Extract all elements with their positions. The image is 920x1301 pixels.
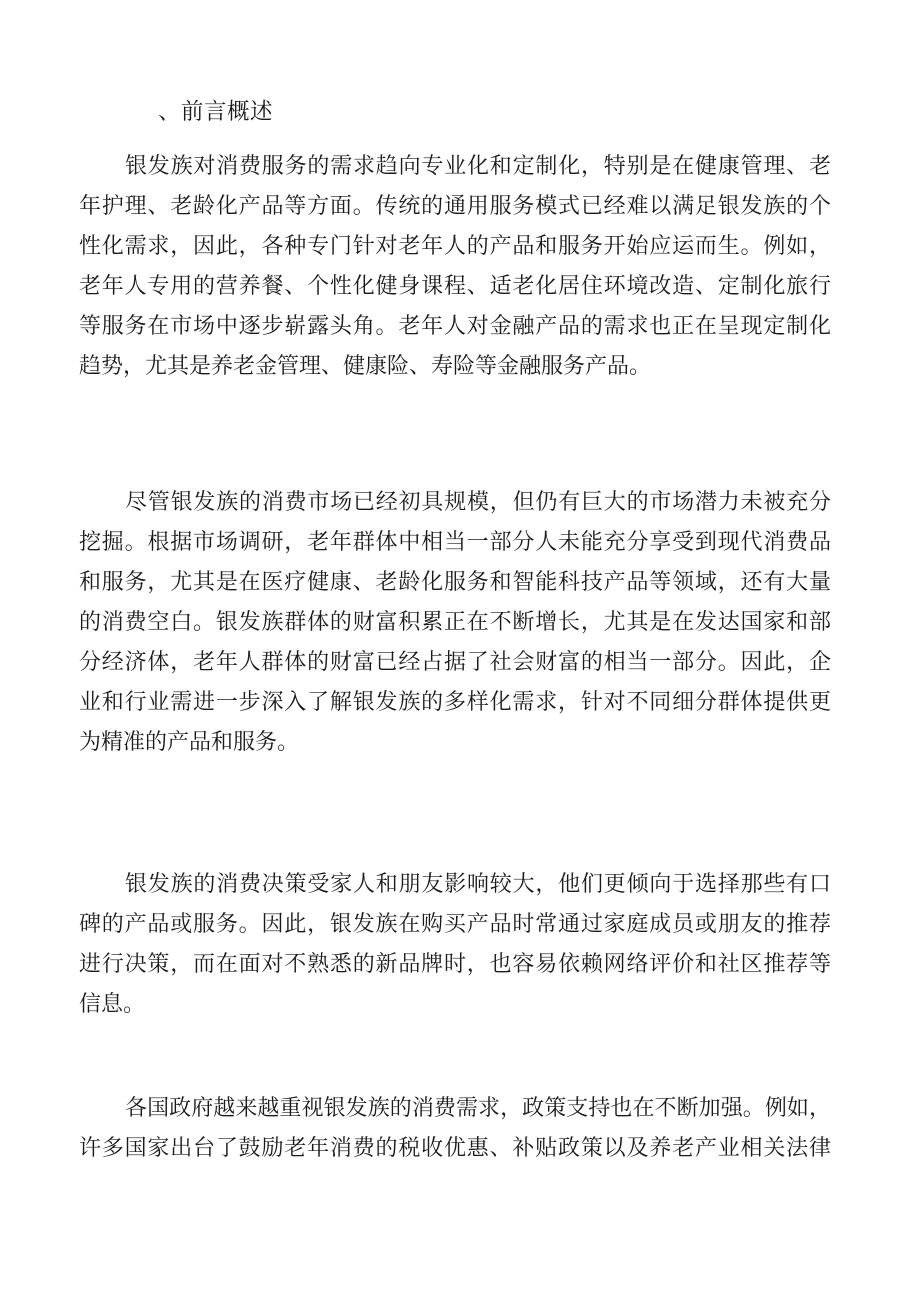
paragraph-line: 等服务在市场中逐步崭露头角。老年人对金融产品的需求也正在呈现定制化 — [79, 314, 831, 339]
paragraph-3 — [79, 865, 831, 1025]
paragraph-line: 性化需求，因此，各种专门针对老年人的产品和服务开始应运而生。例如， — [79, 234, 831, 259]
paragraph-line: 银发族对消费服务的需求趋向专业化和定制化，特别是在健康管理、老 — [125, 154, 831, 179]
section-heading: 、前言概述 — [158, 99, 274, 125]
paragraph-line: 碑的产品或服务。因此，银发族在购买产品时常通过家庭成员或朋友的推荐 — [79, 912, 831, 937]
paragraph-4 — [79, 1089, 831, 1169]
paragraph-line: 许多国家出台了鼓励老年消费的税收优惠、补贴政策以及养老产业相关法律 — [79, 1136, 831, 1161]
paragraph-line: 业和行业需进一步深入了解银发族的多样化需求，针对不同细分群体提供更 — [79, 690, 831, 715]
paragraph-line: 为精准的产品和服务。 — [79, 730, 300, 755]
paragraph-line: 银发族的消费决策受家人和朋友影响较大，他们更倾向于选择那些有口 — [125, 872, 831, 897]
paragraph-line: 的消费空白。银发族群体的财富积累正在不断增长，尤其是在发达国家和部 — [79, 610, 831, 635]
paragraph-line: 信息。 — [79, 992, 146, 1017]
paragraph-line: 进行决策，而在面对不熟悉的新品牌时，也容易依赖网络评价和社区推荐等 — [79, 952, 831, 977]
paragraph-line: 年护理、老龄化产品等方面。传统的通用服务模式已经难以满足银发族的个 — [79, 194, 831, 219]
paragraph-line: 尽管银发族的消费市场已经初具规模，但仍有巨大的市场潜力未被充分 — [125, 490, 831, 515]
paragraph-line: 和服务，尤其是在医疗健康、老龄化服务和智能科技产品等领域，还有大量 — [79, 570, 831, 595]
paragraph-line: 趋势，尤其是养老金管理、健康险、寿险等金融服务产品。 — [79, 354, 652, 379]
paragraph-1 — [79, 147, 831, 387]
paragraph-line: 各国政府越来越重视银发族的消费需求，政策支持也在不断加强。例如， — [125, 1096, 831, 1121]
paragraph-2 — [79, 483, 831, 763]
paragraph-line: 挖掘。根据市场调研，老年群体中相当一部分人未能充分享受到现代消费品 — [79, 530, 831, 555]
paragraph-line: 老年人专用的营养餐、个性化健身课程、适老化居住环境改造、定制化旅行 — [79, 274, 831, 299]
paragraph-line: 分经济体，老年人群体的财富已经占据了社会财富的相当一部分。因此，企 — [79, 650, 831, 675]
